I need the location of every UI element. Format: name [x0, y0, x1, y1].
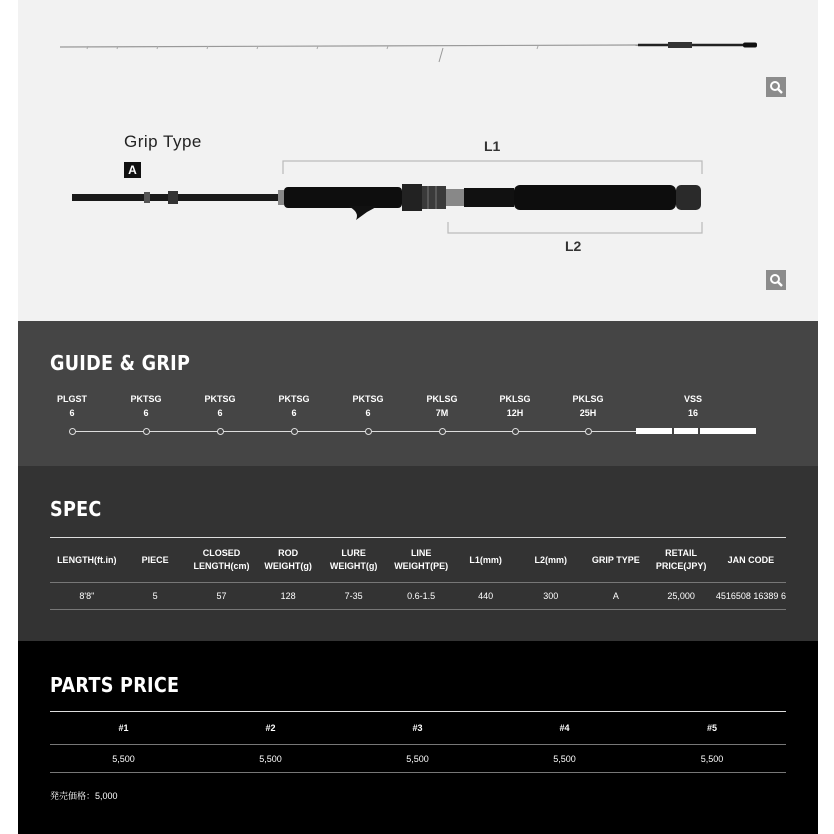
full-rod-image — [60, 42, 757, 62]
table-cell: 8'8" — [50, 583, 124, 610]
table-cell: 0.6-1.5 — [387, 583, 455, 610]
table-header-row — [50, 538, 786, 583]
table-cell: 7-35 — [320, 583, 387, 610]
parts-price-section — [18, 641, 818, 834]
grip-bar — [674, 428, 698, 434]
guide-item: VSS 16 — [683, 394, 702, 418]
guide-item: PKTSG 6 — [352, 394, 384, 418]
guide-marker — [291, 428, 298, 435]
column-header: PIECE — [124, 538, 187, 583]
column-header: LURE WEIGHT(g) — [320, 538, 387, 583]
spec-section — [18, 466, 818, 641]
guide-item: PKTSG 6 — [204, 394, 236, 418]
table-row — [50, 583, 786, 610]
guide-marker — [439, 428, 446, 435]
table-cell: 5,500 — [638, 745, 786, 773]
spec-table — [50, 537, 786, 610]
column-header: L1(mm) — [455, 538, 516, 583]
table-cell: 5,500 — [50, 745, 197, 773]
table-header-row — [50, 712, 786, 745]
guide-marker — [143, 428, 150, 435]
magnifier-icon — [769, 273, 783, 287]
table-cell: A — [585, 583, 646, 610]
guide-item: PKTSG 6 — [130, 394, 162, 418]
guide-grip-section — [18, 321, 818, 466]
table-cell: 5,500 — [344, 745, 491, 773]
column-header: LENGTH(ft.in) — [50, 538, 124, 583]
grip-closeup-image — [72, 184, 701, 220]
guide-item: PKLSG 12H — [499, 394, 531, 418]
l1-label: L1 — [484, 138, 501, 154]
product-page — [18, 0, 818, 834]
column-header: #5 — [638, 712, 786, 745]
guide-marker — [69, 428, 76, 435]
zoom-button[interactable] — [766, 270, 786, 290]
table-cell: 440 — [455, 583, 516, 610]
table-cell: 300 — [516, 583, 585, 610]
table-cell: 57 — [187, 583, 257, 610]
grip-type-title: Grip Type — [124, 132, 202, 151]
guide-marker — [365, 428, 372, 435]
column-header: CLOSED LENGTH(cm) — [187, 538, 257, 583]
table-cell: 25,000 — [646, 583, 716, 610]
column-header: LINE WEIGHT(PE) — [387, 538, 455, 583]
column-header: ROD WEIGHT(g) — [256, 538, 320, 583]
product-image-area — [18, 0, 818, 321]
release-price-note: 発売価格：5,000 — [50, 791, 118, 801]
guide-line — [76, 431, 636, 432]
guide-grip-heading: GUIDE & GRIP — [50, 351, 191, 375]
column-header: #2 — [197, 712, 344, 745]
parts-price-table — [50, 711, 786, 773]
table-cell: 5,500 — [197, 745, 344, 773]
column-header: GRIP TYPE — [585, 538, 646, 583]
guide-marker — [512, 428, 519, 435]
rod-illustration — [18, 0, 818, 321]
guide-marker — [217, 428, 224, 435]
column-header: RETAIL PRICE(JPY) — [646, 538, 716, 583]
table-cell: 5,500 — [491, 745, 638, 773]
grip-bar — [636, 428, 672, 434]
column-header: #4 — [491, 712, 638, 745]
table-cell: 4516508 16389 6 — [716, 583, 786, 610]
column-header: #1 — [50, 712, 197, 745]
grip-bar — [700, 428, 756, 434]
zoom-button[interactable] — [766, 77, 786, 97]
column-header: L2(mm) — [516, 538, 585, 583]
guide-item: PKLSG 7M — [426, 394, 458, 418]
guide-item: PKLSG 25H — [572, 394, 604, 418]
parts-price-heading: PARTS PRICE — [50, 673, 180, 697]
column-header: #3 — [344, 712, 491, 745]
table-cell: 128 — [256, 583, 320, 610]
guide-item: PLGST 6 — [56, 394, 87, 418]
grip-type-badge: A — [124, 162, 141, 178]
guide-item: PKTSG 6 — [278, 394, 310, 418]
table-row — [50, 745, 786, 773]
guide-marker — [585, 428, 592, 435]
l2-label: L2 — [565, 238, 582, 254]
table-cell: 5 — [124, 583, 187, 610]
spec-heading: SPEC — [50, 497, 102, 521]
column-header: JAN CODE — [716, 538, 786, 583]
magnifier-icon — [769, 80, 783, 94]
